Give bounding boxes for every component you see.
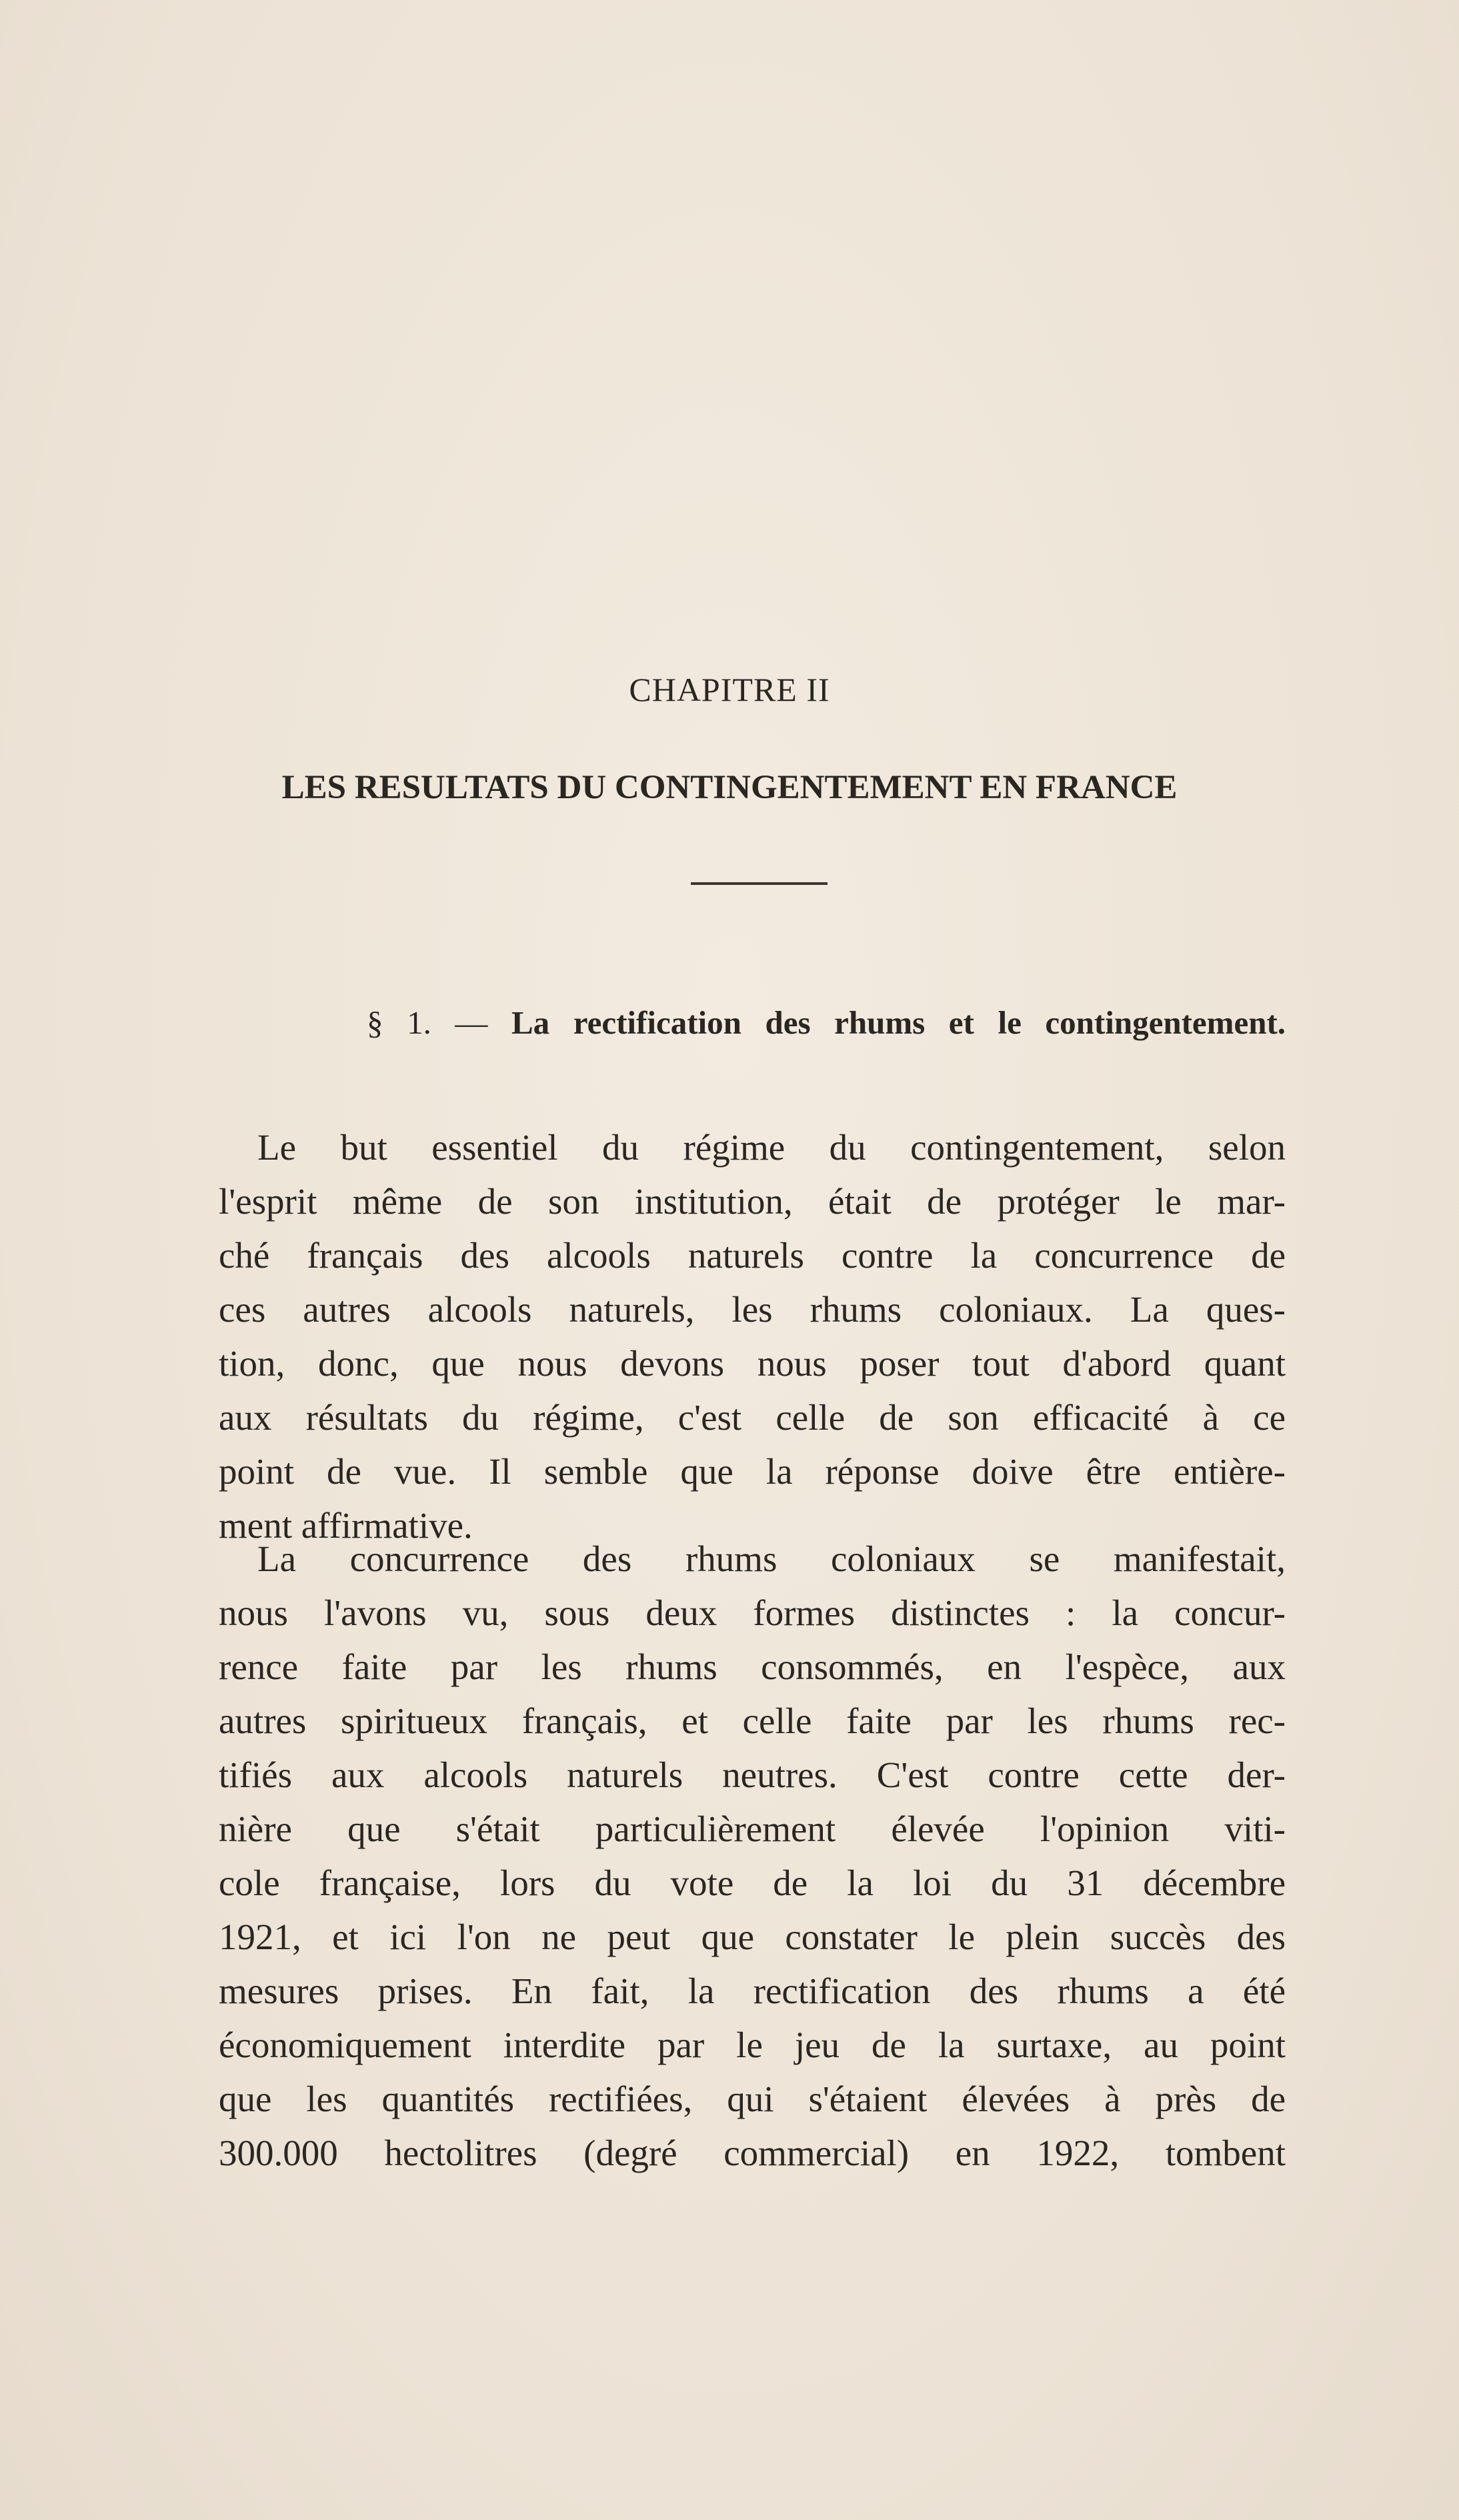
text-line: 1921, et ici l'on ne peut que constater le plein succès des bbox=[219, 1917, 1286, 1957]
text-line: 300.000 hectolitres (degré commercial) en 1922, tombent bbox=[219, 2133, 1286, 2173]
text-line: l'esprit même de son institution, était de protéger le mar- bbox=[219, 1181, 1286, 1222]
section-title: La rectification des rhums et le contingentement. bbox=[511, 1004, 1286, 1041]
paragraph-1 bbox=[219, 1120, 1286, 1552]
text-line: que les quantités rectifiées, qui s'étaient élevées à près de bbox=[219, 2079, 1286, 2119]
text-line: tion, donc, que nous devons nous poser tout d'abord quant bbox=[219, 1343, 1286, 1384]
text-line: point de vue. Il semble que la réponse doive être entière- bbox=[219, 1451, 1286, 1492]
text-line: autres spiritueux français, et celle faite par les rhums rec- bbox=[219, 1700, 1286, 1741]
text-line: ces autres alcools naturels, les rhums coloniaux. La ques- bbox=[219, 1289, 1286, 1330]
chapter-title: LES RESULTATS DU CONTINGENTEMENT EN FRANCE bbox=[281, 769, 1178, 806]
chapter-heading: CHAPITRE II bbox=[629, 671, 830, 708]
text-line: rence faite par les rhums consommés, en l'espèce, aux bbox=[219, 1646, 1286, 1687]
text-line: économiquement interdite par le jeu de la surtaxe, au point bbox=[219, 2025, 1286, 2065]
text-line: ché français des alcools naturels contre la concurrence de bbox=[219, 1235, 1286, 1276]
section-heading bbox=[367, 1004, 1286, 1042]
paragraph-2 bbox=[219, 1532, 1286, 2180]
section-number: § 1. — bbox=[367, 1004, 488, 1041]
text-line: La concurrence des rhums coloniaux se manifestait, bbox=[257, 1538, 1286, 1579]
text-line: nous l'avons vu, sous deux formes distinctes : la concur- bbox=[219, 1592, 1286, 1633]
text-line: ment affirmative. bbox=[219, 1505, 473, 1546]
text-line: cole française, lors du vote de la loi du 31 décembre bbox=[219, 1862, 1286, 1903]
text-line: mesures prises. En fait, la rectification des rhums a été bbox=[219, 1971, 1286, 2011]
text-line: nière que s'était particulièrement élevée l'opinion viti- bbox=[219, 1808, 1286, 1849]
text-line: aux résultats du régime, c'est celle de son efficacité à ce bbox=[219, 1397, 1286, 1438]
text-line: Le but essentiel du régime du contingentement, selon bbox=[257, 1127, 1286, 1168]
divider-rule bbox=[691, 882, 828, 885]
text-line: tifiés aux alcools naturels neutres. C'est contre cette der- bbox=[219, 1754, 1286, 1795]
